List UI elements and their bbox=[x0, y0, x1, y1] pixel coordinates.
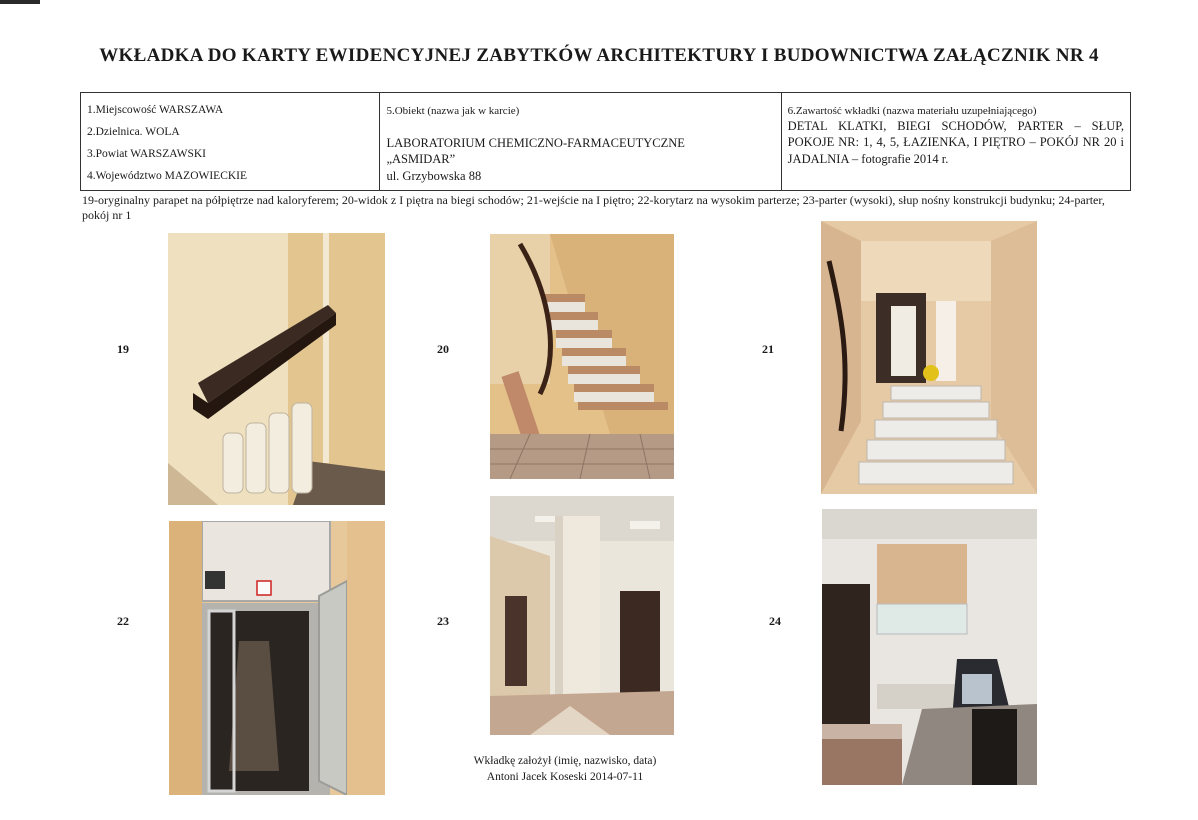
location-column bbox=[81, 93, 380, 190]
photo-19-number: 19 bbox=[117, 342, 129, 356]
contents-value: DETAL KLATKI, BIEGI SCHODÓW, PARTER – SŁUP, POKOJE NR: 1, 4, 5, ŁAZIENKA, I PIĘTRO – POKÓJ NR 20 i JADALNIA – fotografie 2014 r. bbox=[787, 119, 1124, 166]
county-field: 3.Powiat WARSZAWSKI bbox=[87, 148, 206, 160]
object-name bbox=[386, 135, 774, 184]
photo-21-entrance bbox=[821, 221, 1037, 494]
photo-22-corridor bbox=[169, 521, 385, 795]
photo-23-number: 23 bbox=[437, 614, 449, 628]
footer-author-label: Wkładkę założył (imię, nazwisko, data) bbox=[473, 755, 657, 767]
photo-19-parapet bbox=[168, 233, 385, 505]
scan-corner-mark bbox=[0, 0, 40, 4]
photo-20-number: 20 bbox=[437, 342, 449, 356]
object-name-line2: „ASMIDAR” bbox=[386, 152, 456, 167]
photo-24-room bbox=[822, 509, 1037, 785]
footer-author-value: Antoni Jacek Koseski 2014-07-11 bbox=[486, 770, 644, 783]
page-title: WKŁADKA DO KARTY EWIDENCYJNEJ ZABYTKÓW ARCHITEKTURY I BUDOWNICTWA ZAŁĄCZNIK NR 4 bbox=[99, 45, 1099, 66]
object-name-line1: LABORATORIUM CHEMICZNO-FARMACEUTYCZNE bbox=[386, 136, 685, 150]
photo-24-number: 24 bbox=[769, 614, 781, 628]
photo-23-column bbox=[490, 496, 674, 735]
photo-22-number: 22 bbox=[117, 614, 129, 628]
contents-column bbox=[782, 93, 1130, 190]
locality-field: 1.Miejscowość WARSZAWA bbox=[87, 104, 224, 116]
object-address: ul. Grzybowska 88 bbox=[386, 168, 482, 183]
photo-20-stairs bbox=[490, 234, 674, 479]
footer bbox=[430, 754, 700, 785]
voivodeship-field: 4.Województwo MAZOWIECKIE bbox=[87, 170, 248, 182]
contents-label: 6.Zawartość wkładki (nazwa materiału uzupełniającego) bbox=[787, 105, 1037, 117]
object-column bbox=[380, 93, 781, 190]
metadata-table bbox=[80, 92, 1131, 191]
photo-captions: 19-oryginalny parapet na półpiętrze nad kaloryferem; 20-widok z I piętra na biegi schodów; 21-wejście na I piętro; 22-korytarz na wysokim parterze; 23-parter (wysoki), słup nośny konstrukcji budynku; 24-parter, pokój nr 1 bbox=[82, 193, 1105, 222]
object-label: 5.Obiekt (nazwa jak w karcie) bbox=[386, 105, 520, 117]
district-field: 2.Dzielnica. WOLA bbox=[87, 126, 180, 138]
photo-21-number: 21 bbox=[762, 342, 774, 356]
